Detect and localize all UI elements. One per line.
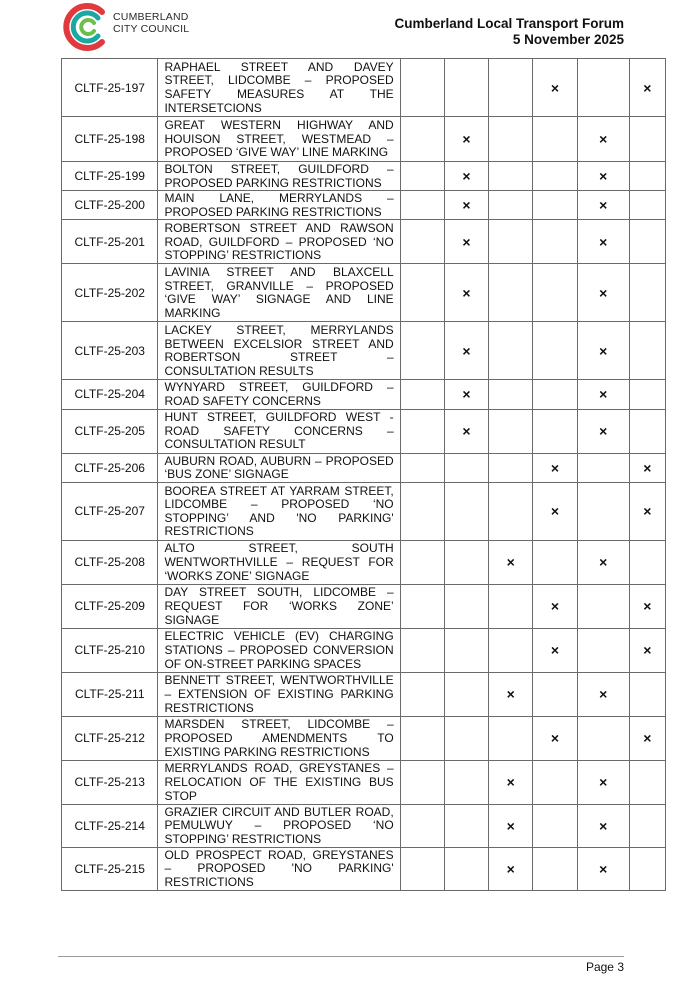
mark-cell-3 bbox=[489, 804, 533, 847]
mark-cell-4 bbox=[533, 482, 577, 540]
mark-cell-4 bbox=[533, 59, 577, 117]
mark-cell-5 bbox=[577, 540, 629, 584]
mark-cell-6 bbox=[629, 672, 665, 716]
cross-mark-icon: × bbox=[550, 503, 560, 520]
cross-mark-icon: × bbox=[599, 233, 608, 250]
item-reference: CLTF-25-205 bbox=[62, 409, 158, 453]
cross-mark-icon: × bbox=[599, 860, 608, 877]
cross-mark-icon: × bbox=[550, 459, 560, 476]
mark-cell-5 bbox=[577, 162, 629, 191]
cross-mark-icon: × bbox=[506, 817, 515, 834]
cross-mark-icon: × bbox=[506, 860, 515, 877]
mark-cell-4 bbox=[533, 191, 577, 220]
mark-cell-1 bbox=[400, 540, 444, 584]
mark-cell-3 bbox=[489, 117, 533, 162]
mark-cell-5 bbox=[577, 628, 629, 672]
mark-cell-5 bbox=[577, 672, 629, 716]
item-reference: CLTF-25-200 bbox=[62, 191, 158, 220]
item-reference: CLTF-25-207 bbox=[62, 482, 158, 540]
cross-mark-icon: × bbox=[506, 554, 515, 571]
mark-cell-1 bbox=[400, 117, 444, 162]
mark-cell-2 bbox=[444, 760, 488, 804]
table-row bbox=[62, 482, 666, 540]
table-row bbox=[62, 453, 666, 482]
cross-mark-icon: × bbox=[462, 284, 471, 301]
council-logo-mark-icon bbox=[62, 2, 112, 52]
mark-cell-4 bbox=[533, 716, 577, 760]
mark-cell-5 bbox=[577, 584, 629, 628]
item-reference: CLTF-25-198 bbox=[62, 117, 158, 162]
mark-cell-6 bbox=[629, 191, 665, 220]
item-description: LACKEY STREET, MERRYLANDS BETWEEN EXCELSIOR STREET AND ROBERTSON STREET – CONSULTATION RESULTS bbox=[158, 322, 400, 380]
mark-cell-4 bbox=[533, 220, 577, 264]
mark-cell-6 bbox=[629, 409, 665, 453]
mark-cell-6 bbox=[629, 482, 665, 540]
mark-cell-5 bbox=[577, 760, 629, 804]
item-reference: CLTF-25-213 bbox=[62, 760, 158, 804]
cross-mark-icon: × bbox=[599, 423, 608, 440]
mark-cell-5 bbox=[577, 59, 629, 117]
mark-cell-2 bbox=[444, 409, 488, 453]
cross-mark-icon: × bbox=[462, 423, 471, 440]
table-row bbox=[62, 162, 666, 191]
mark-cell-2 bbox=[444, 162, 488, 191]
item-reference: CLTF-25-208 bbox=[62, 540, 158, 584]
mark-cell-4 bbox=[533, 804, 577, 847]
mark-cell-3 bbox=[489, 482, 533, 540]
mark-cell-5 bbox=[577, 264, 629, 322]
item-reference: CLTF-25-214 bbox=[62, 804, 158, 847]
cross-mark-icon: × bbox=[599, 131, 608, 147]
table-row bbox=[62, 760, 666, 804]
mark-cell-1 bbox=[400, 220, 444, 264]
mark-cell-3 bbox=[489, 322, 533, 380]
table-row bbox=[62, 540, 666, 584]
mark-cell-2 bbox=[444, 847, 488, 890]
mark-cell-3 bbox=[489, 453, 533, 482]
item-description: ELECTRIC VEHICLE (EV) CHARGING STATIONS – PROPOSED CONVERSION OF ON-STREET PARKING SPACES bbox=[158, 628, 400, 672]
mark-cell-6 bbox=[629, 804, 665, 847]
mark-cell-3 bbox=[489, 409, 533, 453]
agenda-items-body bbox=[62, 59, 666, 891]
mark-cell-1 bbox=[400, 760, 444, 804]
council-logo-text bbox=[113, 11, 189, 35]
mark-cell-4 bbox=[533, 540, 577, 584]
mark-cell-6 bbox=[629, 322, 665, 380]
mark-cell-1 bbox=[400, 191, 444, 220]
table-row bbox=[62, 847, 666, 890]
item-description: HUNT STREET, GUILDFORD WEST - ROAD SAFETY CONCERNS – CONSULTATION RESULT bbox=[158, 409, 400, 453]
item-reference: CLTF-25-203 bbox=[62, 322, 158, 380]
mark-cell-1 bbox=[400, 847, 444, 890]
item-description: MAIN LANE, MERRYLANDS – PROPOSED PARKING RESTRICTIONS bbox=[158, 191, 400, 220]
document-heading bbox=[394, 16, 624, 48]
mark-cell-4 bbox=[533, 672, 577, 716]
item-description: MARSDEN STREET, LIDCOMBE – PROPOSED AMENDMENTS TO EXISTING PARKING RESTRICTIONS bbox=[158, 716, 400, 760]
table-row bbox=[62, 672, 666, 716]
item-description: MERRYLANDS ROAD, GREYSTANES – RELOCATION OF THE EXISTING BUS STOP bbox=[158, 760, 400, 804]
mark-cell-6 bbox=[629, 716, 665, 760]
item-reference: CLTF-25-202 bbox=[62, 264, 158, 322]
mark-cell-4 bbox=[533, 162, 577, 191]
item-reference: CLTF-25-201 bbox=[62, 220, 158, 264]
mark-cell-2 bbox=[444, 804, 488, 847]
cross-mark-icon: × bbox=[550, 598, 560, 615]
mark-cell-2 bbox=[444, 628, 488, 672]
mark-cell-1 bbox=[400, 628, 444, 672]
mark-cell-3 bbox=[489, 540, 533, 584]
mark-cell-4 bbox=[533, 628, 577, 672]
cross-mark-icon: × bbox=[506, 686, 515, 703]
table-row bbox=[62, 409, 666, 453]
mark-cell-5 bbox=[577, 804, 629, 847]
mark-cell-3 bbox=[489, 59, 533, 117]
cross-mark-icon: × bbox=[599, 342, 608, 359]
item-reference: CLTF-25-215 bbox=[62, 847, 158, 890]
mark-cell-6 bbox=[629, 453, 665, 482]
cross-mark-icon: × bbox=[599, 284, 608, 301]
mark-cell-4 bbox=[533, 322, 577, 380]
mark-cell-5 bbox=[577, 409, 629, 453]
item-description: LAVINIA STREET AND BLAXCELL STREET, GRANVILLE – PROPOSED ‘GIVE WAY’ SIGNAGE AND LINE MARKING bbox=[158, 264, 400, 322]
footer-divider bbox=[58, 956, 624, 957]
mark-cell-3 bbox=[489, 760, 533, 804]
mark-cell-3 bbox=[489, 380, 533, 409]
table-row bbox=[62, 264, 666, 322]
item-description: RAPHAEL STREET AND DAVEY STREET, LIDCOMBE – PROPOSED SAFETY MEASURES AT THE INTERSETCIONS bbox=[158, 59, 400, 117]
cross-mark-icon: × bbox=[643, 503, 652, 520]
mark-cell-1 bbox=[400, 264, 444, 322]
table-row bbox=[62, 220, 666, 264]
mark-cell-4 bbox=[533, 847, 577, 890]
table-row bbox=[62, 380, 666, 409]
table-row bbox=[62, 322, 666, 380]
mark-cell-6 bbox=[629, 162, 665, 191]
mark-cell-2 bbox=[444, 584, 488, 628]
mark-cell-1 bbox=[400, 804, 444, 847]
mark-cell-3 bbox=[489, 847, 533, 890]
mark-cell-3 bbox=[489, 628, 533, 672]
cross-mark-icon: × bbox=[643, 79, 652, 96]
cross-mark-icon: × bbox=[643, 642, 652, 659]
item-description: BOLTON STREET, GUILDFORD – PROPOSED PARKING RESTRICTIONS bbox=[158, 162, 400, 191]
mark-cell-6 bbox=[629, 760, 665, 804]
document-date: 5 November 2025 bbox=[512, 32, 624, 47]
mark-cell-5 bbox=[577, 716, 629, 760]
mark-cell-4 bbox=[533, 453, 577, 482]
mark-cell-1 bbox=[400, 59, 444, 117]
mark-cell-2 bbox=[444, 380, 488, 409]
mark-cell-2 bbox=[444, 482, 488, 540]
table-row bbox=[62, 584, 666, 628]
mark-cell-2 bbox=[444, 220, 488, 264]
mark-cell-3 bbox=[489, 220, 533, 264]
mark-cell-6 bbox=[629, 264, 665, 322]
mark-cell-1 bbox=[400, 322, 444, 380]
page-number: Page 3 bbox=[585, 960, 624, 974]
mark-cell-4 bbox=[533, 264, 577, 322]
item-reference: CLTF-25-199 bbox=[62, 162, 158, 191]
mark-cell-6 bbox=[629, 628, 665, 672]
cross-mark-icon: × bbox=[462, 386, 471, 403]
mark-cell-2 bbox=[444, 540, 488, 584]
item-reference: CLTF-25-209 bbox=[62, 584, 158, 628]
mark-cell-6 bbox=[629, 117, 665, 162]
mark-cell-3 bbox=[489, 264, 533, 322]
table-row bbox=[62, 59, 666, 117]
mark-cell-6 bbox=[629, 59, 665, 117]
logo-line-2: CITY COUNCIL bbox=[113, 23, 190, 35]
cross-mark-icon: × bbox=[599, 817, 608, 834]
item-description: DAY STREET SOUTH, LIDCOMBE – REQUEST FOR ‘WORKS ZONE’ SIGNAGE bbox=[158, 584, 400, 628]
mark-cell-4 bbox=[533, 117, 577, 162]
cross-mark-icon: × bbox=[643, 730, 652, 747]
item-reference: CLTF-25-197 bbox=[62, 59, 158, 117]
cross-mark-icon: × bbox=[462, 168, 471, 185]
table-row bbox=[62, 804, 666, 847]
cross-mark-icon: × bbox=[643, 598, 652, 615]
item-reference: CLTF-25-212 bbox=[62, 716, 158, 760]
mark-cell-6 bbox=[629, 540, 665, 584]
item-description: WYNYARD STREET, GUILDFORD – ROAD SAFETY CONCERNS bbox=[158, 380, 400, 409]
mark-cell-2 bbox=[444, 672, 488, 716]
cross-mark-icon: × bbox=[462, 197, 471, 214]
mark-cell-3 bbox=[489, 584, 533, 628]
item-reference: CLTF-25-210 bbox=[62, 628, 158, 672]
mark-cell-5 bbox=[577, 453, 629, 482]
mark-cell-5 bbox=[577, 117, 629, 162]
mark-cell-3 bbox=[489, 162, 533, 191]
mark-cell-3 bbox=[489, 672, 533, 716]
mark-cell-5 bbox=[577, 322, 629, 380]
mark-cell-1 bbox=[400, 453, 444, 482]
mark-cell-6 bbox=[629, 584, 665, 628]
mark-cell-6 bbox=[629, 380, 665, 409]
cross-mark-icon: × bbox=[599, 168, 608, 185]
mark-cell-5 bbox=[577, 847, 629, 890]
item-reference: CLTF-25-211 bbox=[62, 672, 158, 716]
mark-cell-2 bbox=[444, 191, 488, 220]
mark-cell-4 bbox=[533, 584, 577, 628]
mark-cell-5 bbox=[577, 191, 629, 220]
cross-mark-icon: × bbox=[462, 342, 471, 359]
agenda-items-table bbox=[61, 58, 666, 891]
item-description: AUBURN ROAD, AUBURN – PROPOSED ‘BUS ZONE’ SIGNAGE bbox=[158, 453, 400, 482]
logo-line-1: CUMBERLAND bbox=[113, 11, 189, 23]
mark-cell-2 bbox=[444, 322, 488, 380]
mark-cell-3 bbox=[489, 716, 533, 760]
item-description: ALTO STREET, SOUTH WENTWORTHVILLE – REQUEST FOR ‘WORKS ZONE’ SIGNAGE bbox=[158, 540, 400, 584]
item-reference: CLTF-25-204 bbox=[62, 380, 158, 409]
table-row bbox=[62, 628, 666, 672]
mark-cell-5 bbox=[577, 220, 629, 264]
cross-mark-icon: × bbox=[599, 554, 608, 571]
mark-cell-2 bbox=[444, 117, 488, 162]
cross-mark-icon: × bbox=[550, 79, 560, 96]
mark-cell-5 bbox=[577, 380, 629, 409]
mark-cell-2 bbox=[444, 59, 488, 117]
item-description: OLD PROSPECT ROAD, GREYSTANES – PROPOSED 'NO PARKING' RESTRICTIONS bbox=[158, 847, 400, 890]
cross-mark-icon: × bbox=[550, 642, 560, 659]
mark-cell-4 bbox=[533, 409, 577, 453]
mark-cell-1 bbox=[400, 380, 444, 409]
mark-cell-6 bbox=[629, 847, 665, 890]
mark-cell-1 bbox=[400, 162, 444, 191]
cross-mark-icon: × bbox=[506, 774, 515, 791]
item-description: GRAZIER CIRCUIT AND BUTLER ROAD, PEMULWUY – PROPOSED ‘NO STOPPING’ RESTRICTIONS bbox=[158, 804, 400, 847]
mark-cell-4 bbox=[533, 380, 577, 409]
page-header bbox=[0, 0, 682, 60]
item-description: BENNETT STREET, WENTWORTHVILLE – EXTENSION OF EXISTING PARKING RESTRICTIONS bbox=[158, 672, 400, 716]
mark-cell-1 bbox=[400, 672, 444, 716]
cross-mark-icon: × bbox=[462, 131, 471, 147]
mark-cell-2 bbox=[444, 453, 488, 482]
council-logo bbox=[62, 2, 192, 52]
cross-mark-icon: × bbox=[462, 233, 471, 250]
cross-mark-icon: × bbox=[643, 459, 652, 476]
item-reference: CLTF-25-206 bbox=[62, 453, 158, 482]
cross-mark-icon: × bbox=[599, 386, 608, 403]
mark-cell-2 bbox=[444, 716, 488, 760]
item-description: GREAT WESTERN HIGHWAY AND HOUISON STREET, WESTMEAD – PROPOSED ‘GIVE WAY’ LINE MARKING bbox=[158, 117, 400, 162]
table-row bbox=[62, 716, 666, 760]
mark-cell-1 bbox=[400, 482, 444, 540]
cross-mark-icon: × bbox=[599, 686, 608, 703]
table-row bbox=[62, 117, 666, 162]
mark-cell-2 bbox=[444, 264, 488, 322]
item-description: BOOREA STREET AT YARRAM STREET, LIDCOMBE – PROPOSED ‘NO STOPPING’ AND 'NO PARKING' RESTRICTIONS bbox=[158, 482, 400, 540]
mark-cell-1 bbox=[400, 409, 444, 453]
mark-cell-5 bbox=[577, 482, 629, 540]
mark-cell-4 bbox=[533, 760, 577, 804]
cross-mark-icon: × bbox=[599, 774, 608, 791]
mark-cell-1 bbox=[400, 584, 444, 628]
item-description: ROBERTSON STREET AND RAWSON ROAD, GUILDFORD – PROPOSED ‘NO STOPPING’ RESTRICTIONS bbox=[158, 220, 400, 264]
mark-cell-6 bbox=[629, 220, 665, 264]
mark-cell-3 bbox=[489, 191, 533, 220]
document-title: Cumberland Local Transport Forum bbox=[394, 16, 624, 31]
mark-cell-1 bbox=[400, 716, 444, 760]
table-row bbox=[62, 191, 666, 220]
cross-mark-icon: × bbox=[550, 730, 560, 747]
cross-mark-icon: × bbox=[599, 197, 608, 214]
